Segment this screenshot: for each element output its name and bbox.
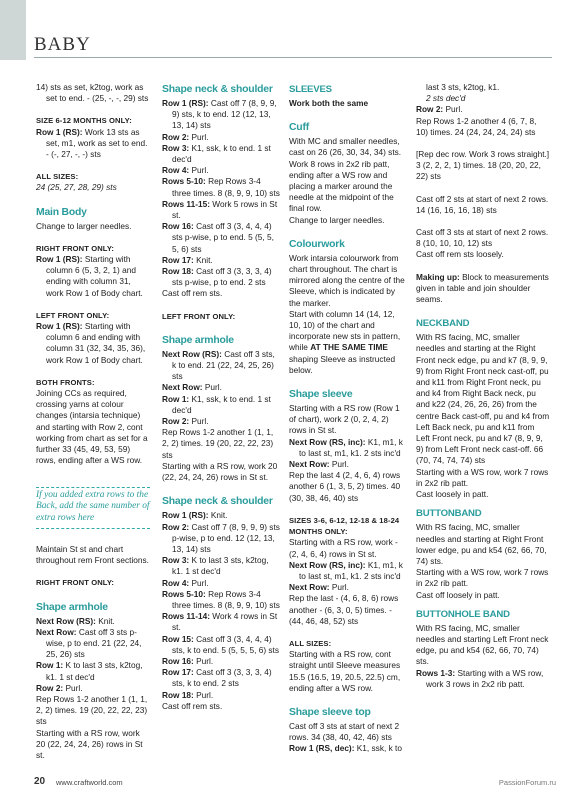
row-label: Next Row (RS): bbox=[36, 615, 96, 626]
instruction bbox=[162, 143, 280, 165]
instruction bbox=[36, 616, 150, 627]
row-label: Rows 1-3: bbox=[416, 667, 456, 678]
column-2 bbox=[162, 82, 280, 712]
text: Cast off rem sts. bbox=[162, 700, 223, 711]
row-text: K1, ssk, k to end. 1 st dec'd bbox=[172, 393, 271, 415]
row-label: Row 1 (RS): bbox=[162, 98, 209, 108]
row-label: Row 18: bbox=[162, 266, 194, 277]
row-text: K1, ssk, k to bbox=[354, 743, 402, 754]
instruction bbox=[162, 382, 280, 393]
row-text: Cast off 3 (3, 4, 4, 4) sts, k to end. 5 (5, 5, 5, 6) sts bbox=[172, 633, 279, 655]
size-heading: RIGHT FRONT ONLY: bbox=[36, 243, 115, 253]
text: Rep the last - (4, 6, 8, 6) rows another - (6, 3, 0, 5) times. - (44, 46, 48, 52) sts bbox=[289, 593, 399, 626]
row-text: Starting with column 6 and ending with column 31 (32, 34, 35, 36), work Row 1 of Body chart. bbox=[46, 321, 146, 365]
row-label: Row 2: bbox=[162, 416, 190, 427]
instruction bbox=[162, 394, 280, 416]
text: Starting with a WS row, work 7 rows in 2x2 rib patt. bbox=[416, 466, 549, 488]
text: Rep the last 4 (2, 4, 6, 4) rows another 6 (1, 3, 5, 2) times. 40 (30, 38, 46, 40) sts bbox=[289, 470, 401, 503]
section-heading-shape-sleeve: Shape sleeve bbox=[289, 389, 353, 401]
row-label: Row 1 (RS): bbox=[36, 321, 83, 332]
text: last 3 sts, k2tog, k1. bbox=[426, 82, 500, 92]
row-text: Purl. bbox=[329, 459, 349, 470]
instruction bbox=[162, 667, 280, 689]
section-heading-sleeves: SLEEVES bbox=[289, 84, 332, 95]
row-text: K1, ssk, k to end. 1 st dec'd bbox=[172, 142, 271, 165]
text-part: shaping Sleeve as instructed below. bbox=[289, 353, 396, 375]
instruction bbox=[416, 104, 550, 115]
header-color-bar bbox=[0, 0, 26, 60]
row-text: Purl. bbox=[202, 382, 222, 393]
text: With RS facing, MC, smaller needles and starting at Right Front lower edge, pu and k54 (62, 66, 70, 74) sts. bbox=[416, 522, 547, 566]
section-heading-cuff: Cuff bbox=[289, 122, 309, 134]
instruction bbox=[162, 510, 280, 521]
text: Cast off rem sts loosely. bbox=[416, 249, 504, 260]
row-label: Row 18: bbox=[162, 689, 194, 700]
row-text: Rep Rows 3-4 three times. 8 (8, 9, 9, 10) sts bbox=[172, 176, 280, 198]
row-text: Knit. bbox=[95, 615, 115, 626]
section-heading-shape-armhole: Shape armhole bbox=[36, 601, 108, 613]
row-label: Row 4: bbox=[162, 165, 190, 176]
text: Starting with a RS row, work - (2, 4, 6, 4) rows in St st. bbox=[289, 537, 398, 559]
text: Cast off rem sts. bbox=[162, 288, 223, 299]
size-heading: ALL SIZES: bbox=[289, 638, 332, 648]
row-text: Knit. bbox=[193, 254, 213, 265]
text: Starting with a RS row (Row 1 of chart), work 2 (0, 2, 4, 2) rows in St st. bbox=[289, 403, 400, 436]
text: Rep Rows 1-2 another 1 (1, 1, 2, 2) times. 19 (20, 22, 22, 23) sts bbox=[162, 427, 274, 460]
section-title: BABY bbox=[34, 34, 91, 55]
row-label: Row 2: bbox=[416, 104, 444, 115]
row-text: Work 13 sts as set, m1, work as set to end. - (-, 27, -, -) sts bbox=[46, 126, 148, 160]
text: Rep Rows 1-2 another 4 (6, 7, 8, 10) times. 24 (24, 24, 24, 24) sts bbox=[416, 115, 537, 137]
instruction bbox=[36, 254, 150, 299]
row-label: Row 4: bbox=[162, 577, 190, 588]
text: With MC and smaller needles, cast on 26 (26, 30, 34, 34) sts. bbox=[289, 136, 402, 158]
section-heading-buttonhole-band: BUTTONHOLE BAND bbox=[416, 608, 510, 620]
instruction bbox=[162, 611, 280, 633]
page-footer bbox=[0, 768, 566, 800]
instruction bbox=[162, 522, 280, 556]
size-heading: ALL SIZES: bbox=[36, 172, 79, 182]
row-label: Next Row (RS, inc): bbox=[289, 436, 366, 447]
row-text: K to last 3 sts, k2tog, k1. 1 st dec'd bbox=[172, 555, 269, 577]
row-label: Row 2: bbox=[162, 521, 190, 532]
row-text: Work 4 rows in St st. bbox=[172, 611, 278, 633]
row-text: Purl. bbox=[63, 682, 83, 693]
stitch-count: 2 sts dec'd bbox=[426, 93, 466, 104]
size-heading: LEFT FRONT ONLY: bbox=[162, 311, 236, 321]
section-heading-neckband: NECKBAND bbox=[416, 318, 470, 330]
text: With RS facing, MC, smaller needles and starting Left Front neck edge, pu and k54 (62, 66, 70, 74) sts. bbox=[416, 622, 549, 667]
instruction bbox=[36, 627, 150, 661]
size-heading: RIGHT FRONT ONLY: bbox=[36, 578, 115, 588]
row-text: Knit. bbox=[208, 510, 228, 521]
row-text: K to last 3 sts, k2tog, k1. 1 st dec'd bbox=[46, 660, 143, 682]
row-label: Row 1 (RS, dec): bbox=[289, 743, 355, 754]
section-heading-buttonband: BUTTONBAND bbox=[416, 508, 482, 520]
row-text: K1, m1, k to last st, m1, k1. 2 sts inc'd bbox=[299, 559, 403, 581]
row-label: Row 17: bbox=[162, 667, 194, 678]
instruction bbox=[36, 660, 150, 682]
row-label: Row 1 (RS): bbox=[36, 254, 83, 265]
row-text: Starting with a WS row, work 3 rows in 2x2 rib patt. bbox=[426, 667, 544, 689]
row-label: Next Row (RS, inc): bbox=[289, 559, 366, 570]
row-label: Next Row: bbox=[289, 582, 330, 593]
instruction bbox=[289, 743, 407, 754]
row-text: Purl. bbox=[189, 131, 209, 142]
row-text: Cast off 7 (8, 9, 9, 9) sts p-wise, p to end. 12 (12, 13, 13, 14) sts bbox=[172, 521, 280, 554]
instruction bbox=[162, 578, 280, 589]
row-label: Row 15: bbox=[162, 633, 194, 644]
column-4 bbox=[416, 82, 550, 690]
instruction bbox=[289, 459, 407, 470]
row-label: Next Row: bbox=[289, 459, 330, 470]
text bbox=[289, 309, 407, 376]
size-heading: LEFT FRONT ONLY: bbox=[36, 310, 110, 320]
text: 14) sts as set, k2tog, work as set to end. - (25, -, -, 29) sts bbox=[36, 82, 149, 104]
text-part: Start with column 14 (14, 12, 10, 10) of the chart and incorporate new sts in pattern, while bbox=[289, 308, 401, 353]
row-text: Work 5 rows in St st. bbox=[172, 198, 278, 221]
section-heading-main-body: Main Body bbox=[36, 206, 87, 218]
instruction bbox=[162, 555, 280, 577]
row-label: Row 16: bbox=[162, 221, 194, 232]
instruction bbox=[162, 165, 280, 176]
row-label: Rows 11-14: bbox=[162, 611, 210, 622]
instruction bbox=[289, 582, 407, 593]
text: Change to larger needles. bbox=[289, 214, 385, 225]
page-header bbox=[0, 0, 566, 60]
instruction bbox=[416, 668, 550, 690]
row-label: Row 1: bbox=[162, 393, 190, 404]
instruction bbox=[289, 437, 407, 459]
row-text: K1, m1, k to last st, m1, k1. 2 sts inc'd bbox=[299, 436, 403, 458]
column-3 bbox=[289, 82, 407, 755]
instruction bbox=[162, 634, 280, 656]
row-text: Purl. bbox=[193, 689, 214, 700]
text: Starting with a RS row, cont straight until Sleeve measures 15.5 (16.5, 19, 20.5, 22.5) cm, ending after a WS row. bbox=[289, 649, 401, 693]
instruction bbox=[162, 416, 280, 427]
text: Change to larger needles. bbox=[36, 220, 132, 231]
text: Work intarsia colourwork from chart throughout. The chart is mirrored along the centre of the Sleeve, which is indicated by the marker. bbox=[289, 252, 405, 308]
instruction bbox=[162, 690, 280, 701]
instruction bbox=[162, 176, 280, 198]
note-box: If you added extra rows to the Back, add the same number of extra rows here bbox=[36, 487, 150, 529]
row-label: Row 17: bbox=[162, 254, 194, 265]
text: Cast off 2 sts at start of next 2 rows. 14 (16, 16, 16, 18) sts bbox=[416, 193, 549, 215]
text: Joining CCs as required, crossing yarns at colour changes (intarsia technique) and starting with Row 2, cont working from chart as set for a further 33 (45, 49, 53, 59) rows, ending after a WS row. bbox=[36, 388, 148, 466]
text: Cast off 3 sts at start of next 2 rows. 8 (10, 10, 10, 12) sts bbox=[416, 227, 549, 249]
row-label: Row 2: bbox=[162, 131, 190, 142]
section-heading-shape-neck-shoulder: Shape neck & shoulder bbox=[162, 84, 273, 95]
instruction bbox=[162, 266, 280, 288]
row-label: Rows 11-15: bbox=[162, 198, 210, 209]
row-label: Row 16: bbox=[162, 655, 194, 666]
instruction bbox=[162, 199, 280, 221]
text: Starting with a WS row, work 7 rows in 2x2 rib patt. bbox=[416, 567, 549, 589]
instruction bbox=[162, 589, 280, 611]
row-text: Cast off 3 sts, k to end. 21 (22, 24, 25, 26) sts bbox=[172, 348, 275, 382]
row-label: Row 2: bbox=[36, 682, 64, 693]
row-label: Next Row: bbox=[36, 626, 77, 637]
making-up bbox=[416, 272, 550, 306]
text: Rep Rows 1-2 another 1 (1, 1, 2, 2) times. 19 (20, 22, 22, 23) sts bbox=[36, 694, 148, 727]
subheading: Work both the same bbox=[289, 98, 369, 108]
page-number: 20 bbox=[34, 776, 46, 787]
instruction bbox=[162, 349, 280, 383]
row-text: Purl. bbox=[329, 582, 349, 593]
instruction bbox=[36, 683, 150, 694]
section-heading-shape-armhole: Shape armhole bbox=[162, 334, 234, 346]
text: Starting with a RS row, work 20 (22, 24, 24, 26) rows in St st. bbox=[162, 460, 278, 483]
section-heading-shape-sleeve-top: Shape sleeve top bbox=[289, 706, 371, 718]
row-text: Purl. bbox=[443, 104, 463, 115]
row-label: Row 1 (RS): bbox=[162, 510, 209, 521]
size-heading: BOTH FRONTS: bbox=[36, 377, 95, 387]
watermark: PassionForum.ru bbox=[498, 778, 556, 787]
text: Work 8 rows in 2x2 rib patt, ending after a WS row and placing a marker around the needle at the midpoint of the final row. bbox=[289, 158, 394, 214]
instruction bbox=[162, 221, 280, 255]
row-text: Rep Rows 3-4 three times. 8 (8, 9, 9, 10) sts bbox=[172, 588, 280, 610]
instruction bbox=[36, 127, 150, 161]
text: With RS facing, MC, smaller needles and starting at the Right Front neck edge, pu and k7 (8, 9, 9, 9) from Right Front neck cast-off, pu and k11 from Right Front neck, pu and k4 from Right Back neck, pu and k22 (24, 26, 26, 26) from the centre Back cast-off, pu and k4 from Left Back neck, pu and k11 from Left Front neck, pu and k7 (8, 9, 9, 9) from Left Front neck cast-off. 66 (70, 74, 74, 74) sts bbox=[416, 332, 550, 466]
size-heading: SIZE 6-12 MONTHS ONLY: bbox=[36, 116, 132, 126]
row-label: Row 1 (RS): bbox=[36, 126, 83, 137]
row-label: Rows 5-10: bbox=[162, 588, 206, 599]
row-label: Row 3: bbox=[162, 142, 190, 153]
text: Starting with a RS row, work 20 (22, 24, 24, 26) rows in St st. bbox=[36, 727, 143, 761]
text: [Rep dec row. Work 3 rows straight.] 3 (2, 2, 2, 1) times. 18 (20, 20, 22, 22) sts bbox=[416, 149, 550, 182]
text: Block to measurements given in table and join shoulder seams. bbox=[416, 271, 549, 305]
stitch-count: 24 (25, 27, 28, 29) sts bbox=[36, 182, 117, 193]
column-1 bbox=[36, 82, 150, 761]
row-label: Row 1: bbox=[36, 660, 64, 671]
section-heading-shape-neck-shoulder: Shape neck & shoulder bbox=[162, 496, 273, 508]
footer-url: www.craftworld.com bbox=[56, 778, 123, 787]
row-text: Purl. bbox=[189, 165, 209, 176]
text: Cast off 3 sts at start of next 2 rows. 34 (38, 40, 42, 46) sts bbox=[289, 720, 400, 743]
row-text: Cast off 3 (3, 4, 4, 4) sts p-wise, p to end. 5 (5, 5, 5, 6) sts bbox=[172, 221, 274, 254]
row-text: Cast off 7 (8, 9, 9, 9) sts, k to end. 12 (12, 13, 13, 14) sts bbox=[172, 98, 277, 131]
row-text: Purl. bbox=[189, 416, 209, 427]
text: Cast loosely in patt. bbox=[416, 489, 489, 500]
instruction bbox=[162, 98, 280, 132]
label: Making up: bbox=[416, 271, 460, 282]
text: Maintain St st and chart throughout rem Front sections. bbox=[36, 544, 149, 566]
row-text: Cast off 3 (3, 3, 3, 4) sts, k to end. 2 sts bbox=[172, 667, 272, 689]
instruction bbox=[289, 560, 407, 582]
row-text: Purl. bbox=[193, 655, 214, 666]
instruction bbox=[162, 132, 280, 143]
row-text: Purl. bbox=[189, 577, 209, 588]
emphasis: AT THE SAME TIME bbox=[310, 342, 388, 353]
header-rule bbox=[34, 57, 552, 58]
text: Cast off loosely in patt. bbox=[416, 589, 500, 600]
instruction bbox=[162, 656, 280, 667]
row-text: Starting with column 6 (5, 3, 2, 1) and ending with column 31, work Row 1 of Body chart. bbox=[46, 254, 143, 298]
instruction bbox=[162, 255, 280, 266]
row-text: Cast off 3 (3, 3, 3, 4) sts p-wise, p to end. 2 sts bbox=[172, 266, 272, 288]
size-heading: SIZES 3-6, 6-12, 12-18 & 18-24 MONTHS ONLY: bbox=[289, 515, 400, 537]
section-heading-colourwork: Colourwork bbox=[289, 238, 345, 250]
row-label: Rows 5-10: bbox=[162, 176, 206, 187]
row-label: Row 3: bbox=[162, 555, 190, 566]
instruction bbox=[36, 321, 150, 366]
row-label: Next Row: bbox=[162, 382, 203, 393]
row-label: Next Row (RS): bbox=[162, 348, 222, 359]
row-text: Cast off 3 sts p-wise, p to end. 21 (22, 24, 25, 26) sts bbox=[46, 626, 142, 660]
